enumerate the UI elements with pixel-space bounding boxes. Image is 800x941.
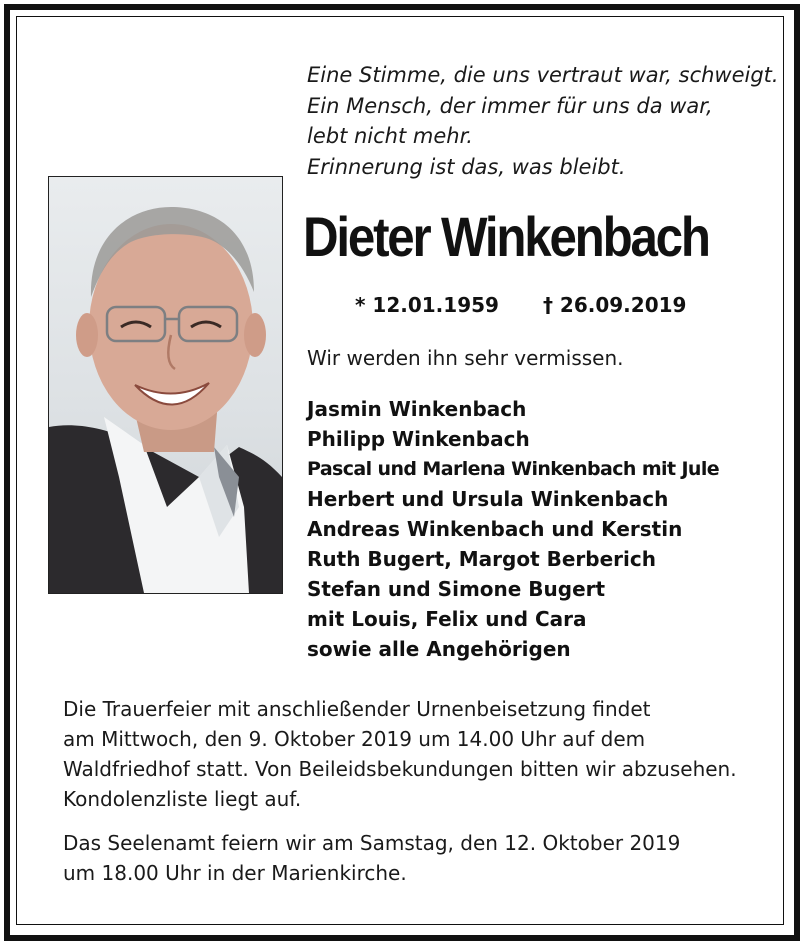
poem-line: lebt nicht mehr. xyxy=(307,124,473,148)
mourners-list xyxy=(307,394,777,664)
life-dates xyxy=(355,291,775,319)
poem-line: Ein Mensch, der immer für uns da war, xyxy=(307,93,713,118)
mourner: sowie alle Angehörigen xyxy=(307,637,571,661)
mourner: Ruth Bugert, Margot Berberich xyxy=(307,547,656,571)
poem-line: Erinnerung ist das, was bleibt. xyxy=(307,154,626,179)
notice-line: Waldfriedhof statt. Von Beileidsbekundungen bitten wir abzusehen. xyxy=(63,757,737,781)
notice-line: Die Trauerfeier mit anschließender Urnenbeisetzung findet xyxy=(63,697,651,721)
mourner: Andreas Winkenbach und Kerstin xyxy=(307,517,683,541)
poem xyxy=(307,60,777,182)
mourner: Pascal und Marlena Winkenbach mit Jule xyxy=(307,458,720,480)
portrait-photo xyxy=(48,176,283,594)
mourner: Philipp Winkenbach xyxy=(307,427,530,451)
mourner: Stefan und Simone Bugert xyxy=(307,577,606,601)
farewell-line: Wir werden ihn sehr vermissen. xyxy=(307,346,624,370)
birth-date: * 12.01.1959 xyxy=(355,293,499,317)
notice-line: um 18.00 Uhr in der Marienkirche. xyxy=(63,861,407,885)
mourner: Herbert und Ursula Winkenbach xyxy=(307,487,669,511)
mourner: mit Louis, Felix und Cara xyxy=(307,607,587,631)
poem-line: Eine Stimme, die uns vertraut war, schweigt. xyxy=(307,63,779,87)
service-notice xyxy=(63,694,773,814)
mourner: Jasmin Winkenbach xyxy=(307,397,527,421)
portrait-illustration xyxy=(49,177,282,593)
notice-line: am Mittwoch, den 9. Oktober 2019 um 14.00 Uhr auf dem xyxy=(63,727,646,751)
requiem-notice xyxy=(63,828,773,888)
death-date: † 26.09.2019 xyxy=(542,293,687,317)
notice-line: Kondolenzliste liegt auf. xyxy=(63,787,302,811)
notice-line: Das Seelenamt feiern wir am Samstag, den 12. Oktober 2019 xyxy=(63,831,681,855)
deceased-name: Dieter Winkenbach xyxy=(303,205,709,268)
